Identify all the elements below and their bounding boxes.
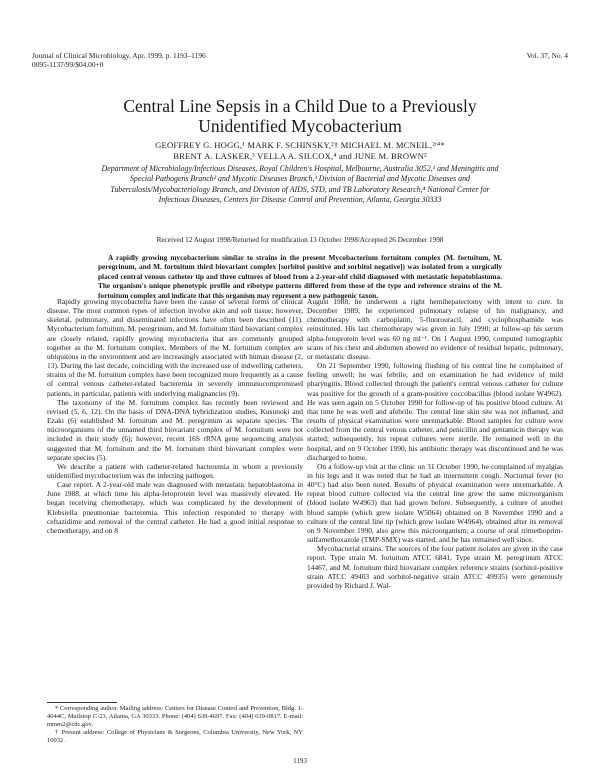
footnotes: [47, 705, 303, 745]
body-paragraph: On a follow-up visit at the clinic on 31 October 1990, he complained of myalgias in his legs and it was noted that he had an intermittent cough. Nocturnal fever (to 40°C) had also been noted. Results of physical examination were unremarkable. A repeat blood culture collected via the central line grew the same microorganism (blood isolate W4963) that had grown before. Subsequently, a culture of another blood sample (which grew isolate W5064) obtained on 8 November 1990 and a culture of the central line tip (which grew isolate W4964), obtained after its removal on 9 November 1990, also grew this microorganism; a course of oral trimethoprim-sulfamethoxazole (TMP-SMX) was started, and he has remained well since.: [307, 461, 563, 545]
authors-line-1: GEOFFREY G. HOGG,¹ MARK F. SCHINSKY,²† MICHAEL M. MCNEIL,²ʳ⁴*: [155, 140, 445, 150]
affiliations: Department of Microbiology/Infectious Diseases, Royal Children's Hospital, Melbourne, Australia 3052,¹ and Meningitis and Special Pathogens Branch² and Mycotic Diseases Branch,³ Division of Bacterial and Mycotic Diseases and Tuberculosis/Mycobacteriology Branch, and Division of AIDS, STD, and TB Laboratory Research,⁴ National Center for Infectious Diseases, Centers for Disease Control and Prevention, Atlanta, Georgia 30333: [101, 164, 499, 205]
article-title: [40, 96, 560, 136]
abstract: A rapidly growing mycobacterium similar to strains in the present Mycobacterium fortuitum complex (M. fortuitum, M. peregrinum, and M. fortuitum third biovariant complex [sorbitol positive and sorbitol negative]) was isolated from a surgically placed central venous catheter tip and three cultures of blood from a 2-year-old child diagnosed with metastatic hepatoblastoma. The organism's unique phenotypic profile and ribotype patterns differed from those of the type and reference strains of the M. fortuitum complex and indicate that this organism may represent a new pathogenic taxon.: [98, 253, 502, 300]
authors-line-2: BRENT A. LASKER,³ VELLA A. SILCOX,⁴ and JUNE M. BROWN²: [173, 151, 427, 161]
footnote-corresponding: * Corresponding author. Mailing address: Centers for Disease Control and Prevention, Bldg. 1-4044C, Mailstop C-23, Atlanta, GA 30333. Phone: (404) 639-4697. Fax: (404) 639-0817. E-mail: mmm2@cdc.gov.: [47, 705, 303, 728]
body-paragraph: Case report. A 2-year-old male was diagnosed with metastatic hepatoblastoma in June 1988, at which time his alpha-fetoprotein level was massively elevated. He began receiving chemotherapy, which was complicated by the development of Klebsiella pneumoniae bacteremia. This infection responded to therapy with ceftazidime and removal of the central catheter. He had a good initial response to chemotherapy, and on 8: [47, 480, 303, 535]
title-line-1: Central Line Sepsis in a Child Due to a Previously: [123, 96, 477, 116]
footnote-present-address: † Present address: College of Physicians & Surgeons, Columbia University, New York, NY 10032.: [47, 729, 303, 744]
running-header: [32, 51, 568, 75]
body-paragraph: Rapidly growing mycobacteria have been the cause of several forms of clinical disease. The most common types of infection involve skin and soft tissue; however, skeletal, pulmonary, and disseminated infections have often been described (11). Mycobacterium fortuitum, M. peregrinum, and M. fortuitum third biovariant complex are closely related, rapidly growing mycobacteria that are commonly grouped together as the M. fortuitum complex. Members of the M. fortuitum complex are ubiquitous in the environment and are increasingly associated with human disease (2, 13). During the last decade, coinciding with the increased use of indwelling catheters, strains of the M. fortuitum complex have been recognized more frequently as a cause of central venous catheter-related bacteremia in severely immunocompromised patients, in particular, patients with underlying malignancies (9).: [47, 297, 303, 398]
body-paragraph: The taxonomy of the M. fortuitum complex has recently been reviewed and revised (5, 6, 12). On the basis of DNA-DNA hybridization studies, Kusunoki and Ezaki (6) established M. fortuitum and M. peregrinum as separate species. The microorganisms of the unnamed third biovariant complex of M. fortuitum were not included in their study (6); however, recent 16S rRNA gene sequencing analysis suggested that M. fortuitum and the M. fortuitum third biovariant complex were separate species (5).: [47, 397, 303, 462]
journal-citation: Journal of Clinical Microbiology, Apr. 1999, p. 1193–1196: [32, 51, 206, 60]
issn-line: 0095-1137/99/$04.00+0: [32, 60, 104, 69]
body-paragraph: On 21 September 1990, following flushing of his central line he complained of feeling unwell; he was febrile, and on examination he had evidence of mild pharyngitis. Blood collected through the patient's central venous catheter for culture was positive for the growth of a gram-positive coccobacillus (blood isolate W4962). He was seen again on 5 October 1990 for follow-up of his positive blood culture. At that time he was well and afebrile. The central line skin site was not inflamed, and results of physical examination were unremarkable. Blood samples for culture were collected from the central venous catheter, and penicillin and gentamicin therapy was started; subsequently, his repeat cultures were sterile. He remained well in the hospital, and on 9 October 1990, his antibiotic therapy was discontinued and he was discharged to home.: [307, 361, 563, 462]
right-column: [307, 297, 563, 590]
author-list: [40, 140, 560, 162]
volume-issue: Vol. 37, No. 4: [526, 51, 568, 60]
footnote-divider: [47, 702, 117, 703]
body-paragraph: Mycobacterial strains. The sources of the four patient isolates are given in the case report. Type strain M. fortuitum ATCC 6841, Type strain M. peregrinum ATCC 14467, and M. fortuitum third biovariant complex reference strains (sorbitol-positive strain ATCC 49403 and sorbitol-negative strain ATCC 49935) were generously provided by Richard J. Wal-: [307, 544, 563, 590]
title-line-2: Unidentified Mycobacterium: [198, 116, 402, 136]
page-number: 1193: [293, 757, 307, 765]
left-column: [47, 297, 303, 535]
received-dates: Received 12 August 1998/Returned for modification 13 October 1998/Accepted 26 December 1998: [156, 236, 444, 244]
body-paragraph: August 1988, he underwent a right hemihepatectomy with intent to cure. In December 1989, he experienced pulmonary relapse of his malignancy, and chemotherapy with carboplatin, 5-fluorouracil, and cyclophosphamide was reinstituted. His last chemotherapy was given in July 1990; at follow-up his serum alpha-fetoprotein level was 60 ng ml⁻¹. On 1 August 1990, computed tomographic scans of his chest and abdomen showed no evidence of residual hepatic, pulmonary, or metastatic disease.: [307, 297, 563, 361]
body-paragraph: We describe a patient with catheter-related bacteremia in whom a previously unidentified mycobacterium was the infecting pathogen.: [47, 461, 303, 480]
